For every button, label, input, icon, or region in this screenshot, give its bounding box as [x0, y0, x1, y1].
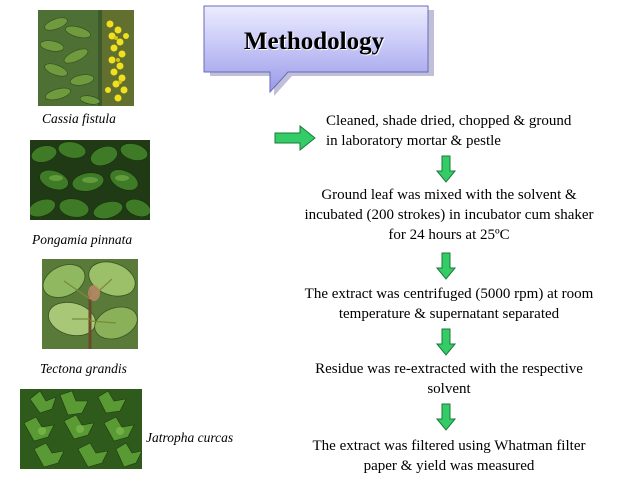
down-arrow-icon — [436, 403, 456, 431]
step-2 — [268, 185, 630, 245]
plant-caption-cassia-fistula: Cassia fistula — [42, 111, 116, 126]
plant-caption-tectona-grandis: Tectona grandis — [40, 361, 127, 376]
step-3-line-1: The extract was centrifuged (5000 rpm) at room — [304, 286, 594, 302]
step-4-line-2: solvent — [427, 381, 471, 397]
tectona-grandis-photo — [42, 259, 138, 349]
step-5-line-1: The extract was filtered using Whatman filter — [312, 438, 586, 454]
down-arrow-icon — [436, 252, 456, 280]
jatropha-curcas-photo — [20, 389, 142, 469]
step-2-line-3: for 24 hours at 25ºC — [388, 227, 510, 243]
right-arrow-icon — [274, 125, 316, 151]
step-3 — [268, 284, 630, 324]
down-arrow-icon — [436, 328, 456, 356]
step-4-line-1: Residue was re-extracted with the respective — [315, 361, 583, 377]
down-arrow-icon — [436, 155, 456, 183]
step-1-line-2: in laboratory mortar & pestle — [326, 133, 501, 149]
step-4 — [268, 359, 630, 399]
pongamia-pinnata-photo — [30, 140, 150, 220]
plant-caption-jatropha-curcas: Jatropha curcas — [146, 430, 234, 445]
step-1 — [326, 111, 636, 151]
title-callout — [200, 4, 436, 100]
step-1-line-1: Cleaned, shade dried, chopped & ground — [326, 113, 572, 129]
plant-caption-pongamia-pinnata: Pongamia pinnata — [32, 232, 133, 247]
step-2-line-2: incubated (200 strokes) in incubator cum shaker — [304, 207, 594, 223]
step-3-line-2: temperature & supernatant separated — [338, 306, 560, 322]
page-title: Methodology — [243, 28, 385, 55]
step-5-line-2: paper & yield was measured — [363, 458, 535, 474]
step-2-line-1: Ground leaf was mixed with the solvent & — [321, 187, 577, 203]
cassia-fistula-photo — [38, 10, 134, 106]
step-5 — [268, 436, 630, 476]
